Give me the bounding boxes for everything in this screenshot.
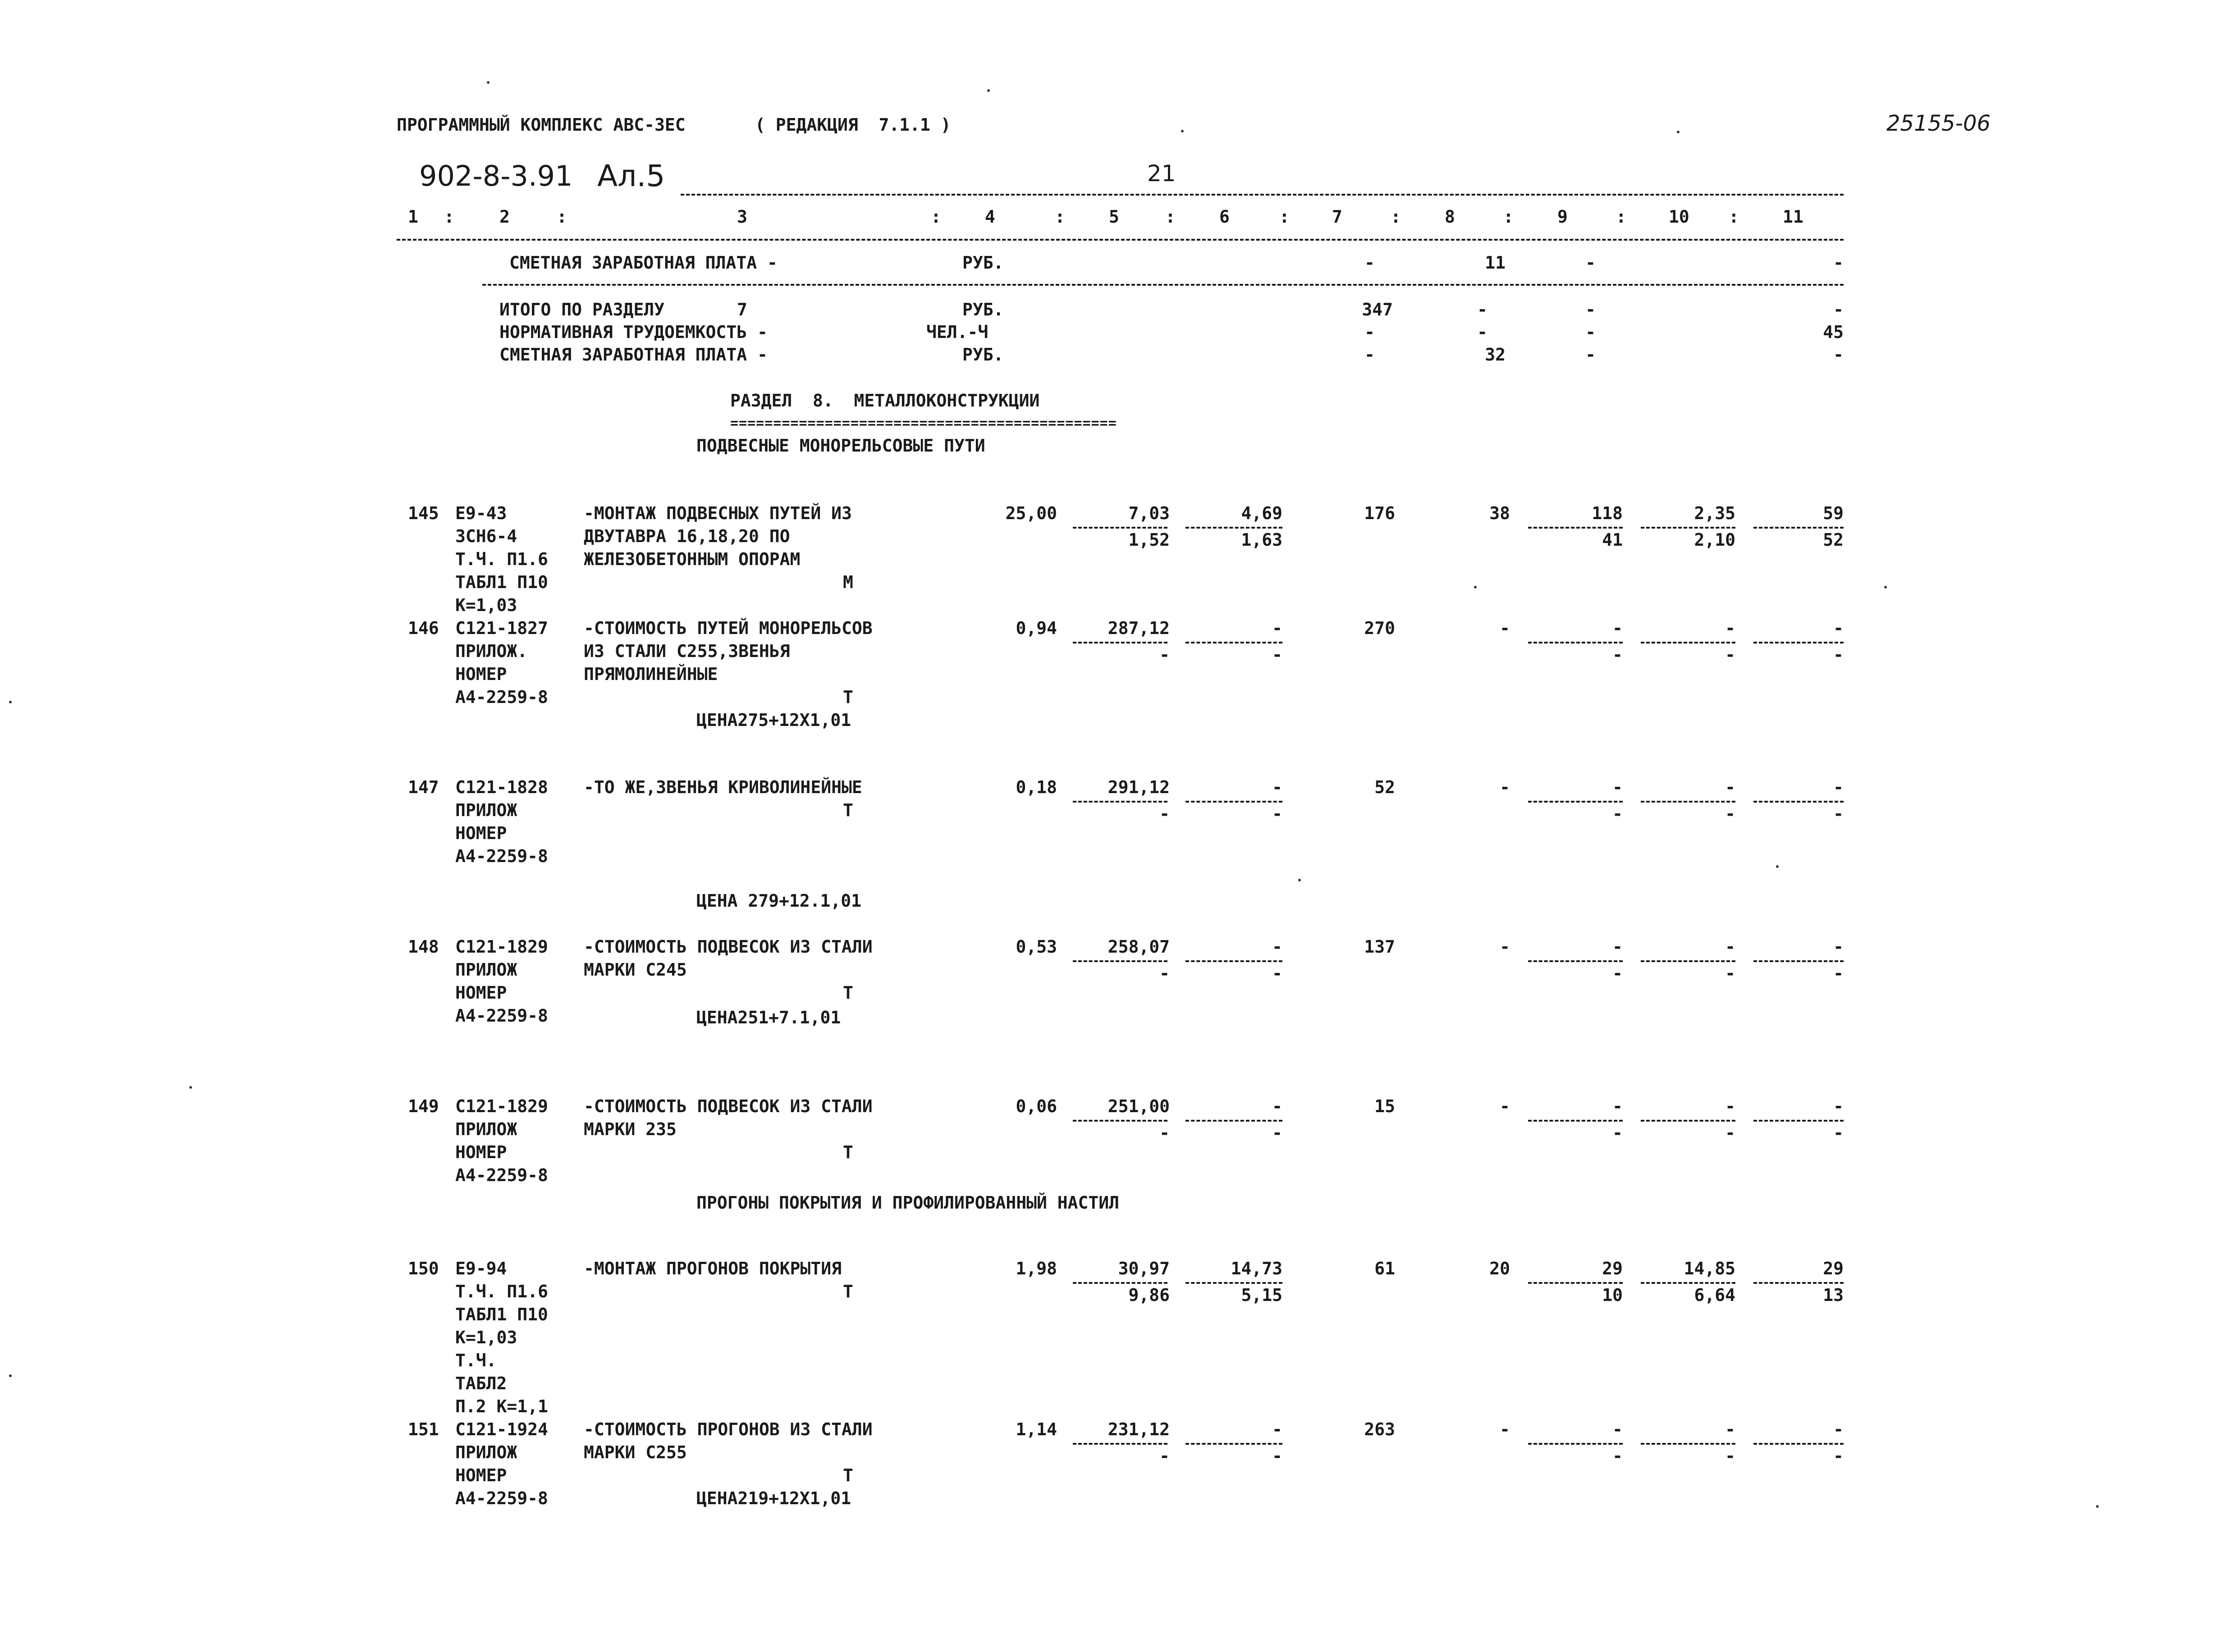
description-line: -МОНТАЖ ПОДВЕСНЫХ ПУТЕЙ ИЗ bbox=[584, 503, 852, 523]
section7-rule bbox=[482, 284, 1844, 286]
cell-c7: 347 bbox=[1362, 300, 1393, 319]
cell-c4: 1,14 bbox=[1016, 1419, 1057, 1439]
cell-c5b: - bbox=[1159, 963, 1170, 983]
cell-separator bbox=[1073, 527, 1167, 529]
col-5: 5 bbox=[1109, 207, 1119, 227]
cell-separator bbox=[1641, 801, 1735, 803]
row-unit: РУБ. bbox=[962, 253, 1004, 273]
norm-code-line: Т.Ч. П1.6 bbox=[455, 1282, 548, 1301]
scan-speck bbox=[1884, 586, 1887, 589]
col-sep: : bbox=[1165, 207, 1176, 227]
cell-c8: 20 bbox=[1489, 1259, 1510, 1278]
cell-c6b: - bbox=[1272, 1446, 1282, 1466]
cell-c10b: 2,10 bbox=[1694, 530, 1735, 550]
row-unit: ЧЕЛ.-Ч bbox=[926, 322, 989, 342]
cell-c5b: - bbox=[1159, 1123, 1170, 1143]
cell-c7: 263 bbox=[1364, 1419, 1395, 1439]
norm-code-line: НОМЕР bbox=[455, 1465, 507, 1485]
cell-separator bbox=[1528, 642, 1623, 643]
col-6: 6 bbox=[1219, 207, 1230, 227]
cell-separator bbox=[1641, 1282, 1735, 1284]
description-line: -МОНТАЖ ПРОГОНОВ ПОКРЫТИЯ bbox=[584, 1259, 842, 1278]
col-sep: : bbox=[931, 207, 941, 227]
cell-separator bbox=[1528, 527, 1623, 529]
cell-c10b: - bbox=[1725, 645, 1735, 665]
cell-separator bbox=[1185, 1120, 1282, 1122]
cell-c11b: - bbox=[1833, 1123, 1844, 1143]
cell-separator bbox=[1073, 1443, 1167, 1445]
cell-c7: 15 bbox=[1374, 1096, 1395, 1116]
unit-label: Т bbox=[843, 1465, 853, 1485]
norm-code-line: К=1,03 bbox=[455, 595, 517, 615]
cell-c11b: - bbox=[1833, 963, 1844, 983]
description-line: МАРКИ С255 bbox=[584, 1442, 687, 1462]
program-title: ПРОГРАММНЫЙ КОМПЛЕКС АВС-3ЕС bbox=[397, 115, 686, 135]
item-number: 147 bbox=[408, 777, 439, 797]
cell-c9: - bbox=[1612, 1096, 1623, 1116]
norm-code-line: ПРИЛОЖ bbox=[455, 1119, 517, 1139]
cell-c6: - bbox=[1272, 777, 1282, 797]
description-line: -ТО ЖЕ,ЗВЕНЬЯ КРИВОЛИНЕЙНЫЕ bbox=[584, 777, 862, 797]
subsection-heading: ПОДВЕСНЫЕ МОНОРЕЛЬСОВЫЕ ПУТИ bbox=[696, 436, 985, 456]
cell-separator bbox=[1185, 642, 1282, 643]
description-line: ЖЕЛЕЗОБЕТОННЫМ ОПОРАМ bbox=[584, 549, 801, 569]
cell-c9b: - bbox=[1612, 645, 1623, 665]
cell-c11: - bbox=[1833, 777, 1844, 797]
description-line: -СТОИМОСТЬ ПУТЕЙ МОНОРЕЛЬСОВ bbox=[584, 618, 873, 638]
item-number: 149 bbox=[408, 1096, 439, 1116]
scan-speck bbox=[9, 1374, 12, 1377]
unit-label: Т bbox=[843, 1142, 853, 1162]
cell-c9: - bbox=[1585, 322, 1596, 342]
cell-c4: 0,94 bbox=[1016, 618, 1057, 638]
cell-c11: - bbox=[1833, 300, 1844, 319]
cell-c9: - bbox=[1585, 345, 1596, 365]
cell-separator bbox=[1641, 527, 1735, 529]
cell-c9: - bbox=[1612, 1419, 1623, 1439]
norm-code-line: С121-1829 bbox=[455, 1096, 548, 1116]
cell-separator bbox=[1528, 960, 1623, 962]
cell-separator bbox=[1528, 1282, 1623, 1284]
cell-c10b: - bbox=[1725, 804, 1735, 824]
cell-c6b: 1,63 bbox=[1241, 530, 1282, 550]
cell-c4: 0,18 bbox=[1016, 777, 1057, 797]
cell-separator bbox=[1753, 801, 1844, 803]
cell-c11: 59 bbox=[1823, 503, 1844, 523]
row-label: ИТОГО ПО РАЗДЕЛУ bbox=[499, 300, 665, 319]
cell-c5: 258,07 bbox=[1108, 937, 1170, 957]
cell-c9b: - bbox=[1612, 1446, 1623, 1466]
cell-separator bbox=[1641, 1443, 1735, 1445]
cell-c9b: 41 bbox=[1602, 530, 1623, 550]
cell-c11: - bbox=[1833, 618, 1844, 638]
norm-code-line: НОМЕР bbox=[455, 664, 507, 684]
col-sep: : bbox=[1616, 207, 1626, 227]
item-number: 146 bbox=[408, 618, 439, 638]
cell-c6b: - bbox=[1272, 645, 1282, 665]
norm-code-line: ТАБЛ2 bbox=[455, 1374, 507, 1393]
description-line: ИЗ СТАЛИ С255,ЗВЕНЬЯ bbox=[584, 641, 790, 661]
col-8: 8 bbox=[1445, 207, 1455, 227]
norm-code-line: С121-1924 bbox=[455, 1419, 548, 1439]
cell-c5b: - bbox=[1159, 645, 1170, 665]
cell-c11: 45 bbox=[1823, 322, 1844, 342]
cell-c10: - bbox=[1725, 1419, 1735, 1439]
cell-c6: - bbox=[1272, 1096, 1282, 1116]
cell-c5: 7,03 bbox=[1128, 503, 1170, 523]
cell-c9: - bbox=[1612, 618, 1623, 638]
norm-code-line: ПРИЛОЖ. bbox=[455, 641, 528, 661]
cell-separator bbox=[1185, 527, 1282, 529]
cell-separator bbox=[1528, 1443, 1623, 1445]
cell-c10: - bbox=[1725, 1096, 1735, 1116]
col-3: 3 bbox=[737, 207, 747, 227]
norm-code-line: ТАБЛ1 П10 bbox=[455, 572, 548, 592]
cell-c5b: - bbox=[1159, 804, 1170, 824]
cell-c11b: - bbox=[1833, 804, 1844, 824]
cell-c7: 176 bbox=[1364, 503, 1395, 523]
cell-separator bbox=[1073, 960, 1167, 962]
cell-c10: - bbox=[1725, 777, 1735, 797]
section-heading: РАЗДЕЛ 8. МЕТАЛЛОКОНСТРУКЦИИ bbox=[730, 391, 1040, 411]
cell-c10b: - bbox=[1725, 963, 1735, 983]
subsection-heading: ПРОГОНЫ ПОКРЫТИЯ И ПРОФИЛИРОВАННЫЙ НАСТИЛ bbox=[696, 1193, 1119, 1213]
cell-c6: 14,73 bbox=[1231, 1259, 1282, 1278]
norm-code-line: НОМЕР bbox=[455, 1142, 507, 1162]
scan-speck bbox=[1181, 130, 1184, 132]
col-sep: : bbox=[1503, 207, 1514, 227]
col-sep: : bbox=[1279, 207, 1290, 227]
col-1: 1 bbox=[408, 207, 418, 227]
cell-separator bbox=[1641, 642, 1735, 643]
cell-c5: 231,12 bbox=[1108, 1419, 1170, 1439]
cell-c6: - bbox=[1272, 937, 1282, 957]
cell-c11b: - bbox=[1833, 1446, 1844, 1466]
unit-label: М bbox=[843, 572, 853, 592]
description-line: -СТОИМОСТЬ ПОДВЕСОК ИЗ СТАЛИ bbox=[584, 1096, 873, 1116]
cell-separator bbox=[1073, 642, 1167, 643]
item-number: 148 bbox=[408, 937, 439, 957]
norm-code-line: НОМЕР bbox=[455, 983, 507, 1003]
cell-separator bbox=[1528, 801, 1623, 803]
cell-separator bbox=[1641, 1120, 1735, 1122]
cell-c10b: - bbox=[1725, 1446, 1735, 1466]
cell-c5: 287,12 bbox=[1108, 618, 1170, 638]
price-note: ЦЕНА 279+12.1,01 bbox=[696, 891, 862, 911]
price-note: ЦЕНА275+12Х1,01 bbox=[696, 710, 851, 730]
cell-c5b: - bbox=[1159, 1446, 1170, 1466]
cell-c9: - bbox=[1585, 253, 1596, 273]
col-sep: : bbox=[444, 207, 454, 227]
cell-c6b: 5,15 bbox=[1241, 1285, 1282, 1305]
cell-c9: - bbox=[1612, 937, 1623, 957]
cell-c4: 25,00 bbox=[1005, 503, 1057, 523]
cell-c7: - bbox=[1364, 322, 1375, 342]
norm-code-line: ЗСН6-4 bbox=[455, 526, 517, 546]
unit-label: Т bbox=[843, 983, 853, 1003]
cell-c8: - bbox=[1500, 777, 1510, 797]
cell-c10b: 6,64 bbox=[1694, 1285, 1735, 1305]
cell-c9: 118 bbox=[1592, 503, 1623, 523]
cell-separator bbox=[1753, 642, 1844, 643]
header-bottom-rule bbox=[397, 239, 1844, 241]
cell-c4: 0,06 bbox=[1016, 1096, 1057, 1116]
unit-label: Т bbox=[843, 687, 853, 707]
cell-c5b: 9,86 bbox=[1128, 1285, 1170, 1305]
col-9: 9 bbox=[1557, 207, 1568, 227]
cell-separator bbox=[1753, 1443, 1844, 1445]
cell-c11: 29 bbox=[1823, 1259, 1844, 1278]
scan-speck bbox=[1677, 131, 1680, 133]
col-11: 11 bbox=[1783, 207, 1803, 227]
cell-c9b: - bbox=[1612, 963, 1623, 983]
cell-c10b: - bbox=[1725, 1123, 1735, 1143]
norm-code-line: ПРИЛОЖ bbox=[455, 800, 517, 820]
row-unit: РУБ. bbox=[962, 300, 1004, 319]
cell-c7: 61 bbox=[1374, 1259, 1395, 1278]
cell-separator bbox=[1185, 1282, 1282, 1284]
col-sep: : bbox=[1391, 207, 1401, 227]
unit-label: Т bbox=[843, 1282, 853, 1301]
cell-c10: - bbox=[1725, 618, 1735, 638]
cell-c8: - bbox=[1500, 1096, 1510, 1116]
cell-separator bbox=[1753, 960, 1844, 962]
cell-c5: 30,97 bbox=[1118, 1259, 1170, 1278]
cell-c6b: - bbox=[1272, 963, 1282, 983]
cell-c6: - bbox=[1272, 1419, 1282, 1439]
row-label: НОРМАТИВНАЯ ТРУДОЕМКОСТЬ - bbox=[499, 322, 768, 342]
cell-c8: 32 bbox=[1485, 345, 1506, 365]
album-label: Ал.5 bbox=[597, 159, 665, 193]
norm-code-line: ПРИЛОЖ bbox=[455, 1442, 517, 1462]
page-number: 21 bbox=[1147, 160, 1176, 187]
col-sep: : bbox=[557, 207, 567, 227]
cell-c11: - bbox=[1833, 1419, 1844, 1439]
cell-c10: 14,85 bbox=[1684, 1259, 1735, 1278]
cell-c5: 251,00 bbox=[1108, 1096, 1170, 1116]
description-line: -СТОИМОСТЬ ПОДВЕСОК ИЗ СТАЛИ bbox=[584, 937, 873, 957]
norm-code-line: ТАБЛ1 П10 bbox=[455, 1305, 548, 1324]
norm-code-line: Т.Ч. П1.6 bbox=[455, 549, 548, 569]
cell-c6: 4,69 bbox=[1241, 503, 1282, 523]
cell-c5b: 1,52 bbox=[1128, 530, 1170, 550]
cell-c10: 2,35 bbox=[1694, 503, 1735, 523]
cell-c7: 52 bbox=[1374, 777, 1395, 797]
norm-code-line: А4-2259-8 bbox=[455, 687, 548, 707]
row-label: СМЕТНАЯ ЗАРАБОТНАЯ ПЛАТА - bbox=[499, 345, 768, 365]
cell-c4: 0,53 bbox=[1016, 937, 1057, 957]
cell-c8: - bbox=[1500, 1419, 1510, 1439]
cell-separator bbox=[1073, 801, 1167, 803]
price-note: ЦЕНА219+12Х1,01 bbox=[696, 1488, 851, 1508]
norm-code-line: А4-2259-8 bbox=[455, 1006, 548, 1026]
row-unit: РУБ. bbox=[962, 345, 1004, 365]
cell-separator bbox=[1073, 1282, 1167, 1284]
cell-c11b: - bbox=[1833, 645, 1844, 665]
cell-c11b: 52 bbox=[1823, 530, 1844, 550]
norm-code-line: П.2 К=1,1 bbox=[455, 1396, 548, 1416]
cell-separator bbox=[1185, 801, 1282, 803]
scan-speck bbox=[1776, 865, 1779, 868]
top-rule bbox=[681, 194, 1844, 196]
norm-code-line: С121-1829 bbox=[455, 937, 548, 957]
cell-c11: - bbox=[1833, 1096, 1844, 1116]
item-number: 151 bbox=[408, 1419, 439, 1439]
cell-separator bbox=[1753, 527, 1844, 529]
cell-separator bbox=[1073, 1120, 1167, 1122]
norm-code-line: А4-2259-8 bbox=[455, 1488, 548, 1508]
col-4: 4 bbox=[985, 207, 995, 227]
row-label: СМЕТНАЯ ЗАРАБОТНАЯ ПЛАТА - bbox=[509, 253, 778, 273]
norm-code-line: Е9-94 bbox=[455, 1259, 507, 1278]
description-line: МАРКИ С245 bbox=[584, 960, 687, 980]
cell-c6b: - bbox=[1272, 1123, 1282, 1143]
cell-c11: - bbox=[1833, 345, 1844, 365]
cell-c11: - bbox=[1833, 937, 1844, 957]
scan-speck bbox=[1474, 586, 1477, 589]
norm-code-line: А4-2259-8 bbox=[455, 846, 548, 866]
scan-speck bbox=[987, 89, 990, 92]
cell-c9b: - bbox=[1612, 1123, 1623, 1143]
scan-speck bbox=[1298, 879, 1301, 881]
col-2: 2 bbox=[499, 207, 510, 227]
cell-separator bbox=[1185, 960, 1282, 962]
norm-code-line: Т.Ч. bbox=[455, 1351, 497, 1370]
cell-c8: - bbox=[1500, 618, 1510, 638]
cell-separator bbox=[1528, 1120, 1623, 1122]
doc-code: 902-8-3.91 bbox=[419, 160, 573, 192]
norm-code-line: С121-1827 bbox=[455, 618, 548, 638]
cell-c7: 270 bbox=[1364, 618, 1395, 638]
edition-label: ( РЕДАКЦИЯ 7.1.1 ) bbox=[755, 115, 951, 135]
col-7: 7 bbox=[1332, 207, 1342, 227]
cell-separator bbox=[1753, 1282, 1844, 1284]
cell-c9: 29 bbox=[1602, 1259, 1623, 1278]
norm-code-line: Е9-43 bbox=[455, 503, 507, 523]
item-number: 145 bbox=[408, 503, 439, 523]
norm-code-line: А4-2259-8 bbox=[455, 1165, 548, 1185]
cell-c10: - bbox=[1725, 937, 1735, 957]
norm-code-line: К=1,03 bbox=[455, 1328, 517, 1347]
cell-c9: - bbox=[1585, 300, 1596, 319]
cell-c7: - bbox=[1364, 345, 1375, 365]
cell-c9b: - bbox=[1612, 804, 1623, 824]
unit-label: Т bbox=[843, 800, 853, 820]
norm-code-line: ПРИЛОЖ bbox=[455, 960, 517, 980]
norm-code-line: С121-1828 bbox=[455, 777, 548, 797]
col-sep: : bbox=[1729, 207, 1739, 227]
cell-c8: 11 bbox=[1485, 253, 1506, 273]
cell-c8: - bbox=[1477, 322, 1487, 342]
cell-c8: 38 bbox=[1489, 503, 1510, 523]
scan-speck bbox=[2096, 1505, 2099, 1508]
item-number: 150 bbox=[408, 1259, 439, 1278]
section-number: 7 bbox=[737, 300, 747, 319]
scan-speck bbox=[189, 1086, 192, 1089]
heading-underline: ============================================= bbox=[730, 417, 1117, 430]
cell-c9b: 10 bbox=[1602, 1285, 1623, 1305]
cell-c11b: 13 bbox=[1823, 1285, 1844, 1305]
description-line: МАРКИ 235 bbox=[584, 1119, 677, 1139]
cell-c6b: - bbox=[1272, 804, 1282, 824]
cell-c8: - bbox=[1477, 300, 1487, 319]
description-line: -СТОИМОСТЬ ПРОГОНОВ ИЗ СТАЛИ bbox=[584, 1419, 873, 1439]
cell-separator bbox=[1753, 1120, 1844, 1122]
norm-code-line: НОМЕР bbox=[455, 823, 507, 843]
scan-speck bbox=[9, 701, 12, 703]
cell-c4: 1,98 bbox=[1016, 1259, 1057, 1278]
cell-c11: - bbox=[1833, 253, 1844, 273]
description-line: ДВУТАВРА 16,18,20 ПО bbox=[584, 526, 790, 546]
cell-c9: - bbox=[1612, 777, 1623, 797]
cell-separator bbox=[1185, 1443, 1282, 1445]
price-note: ЦЕНА251+7.1,01 bbox=[696, 1008, 841, 1027]
cell-c5: 291,12 bbox=[1108, 777, 1170, 797]
handwritten-stamp: 25155-06 bbox=[1886, 111, 1991, 136]
cell-c8: - bbox=[1500, 937, 1510, 957]
col-10: 10 bbox=[1669, 207, 1689, 227]
description-line: ПРЯМОЛИНЕЙНЫЕ bbox=[584, 664, 718, 684]
cell-c6: - bbox=[1272, 618, 1282, 638]
col-sep: : bbox=[1055, 207, 1065, 227]
scan-speck bbox=[487, 81, 490, 84]
cell-c7: - bbox=[1364, 253, 1375, 273]
cell-c7: 137 bbox=[1364, 937, 1395, 957]
cell-separator bbox=[1641, 960, 1735, 962]
